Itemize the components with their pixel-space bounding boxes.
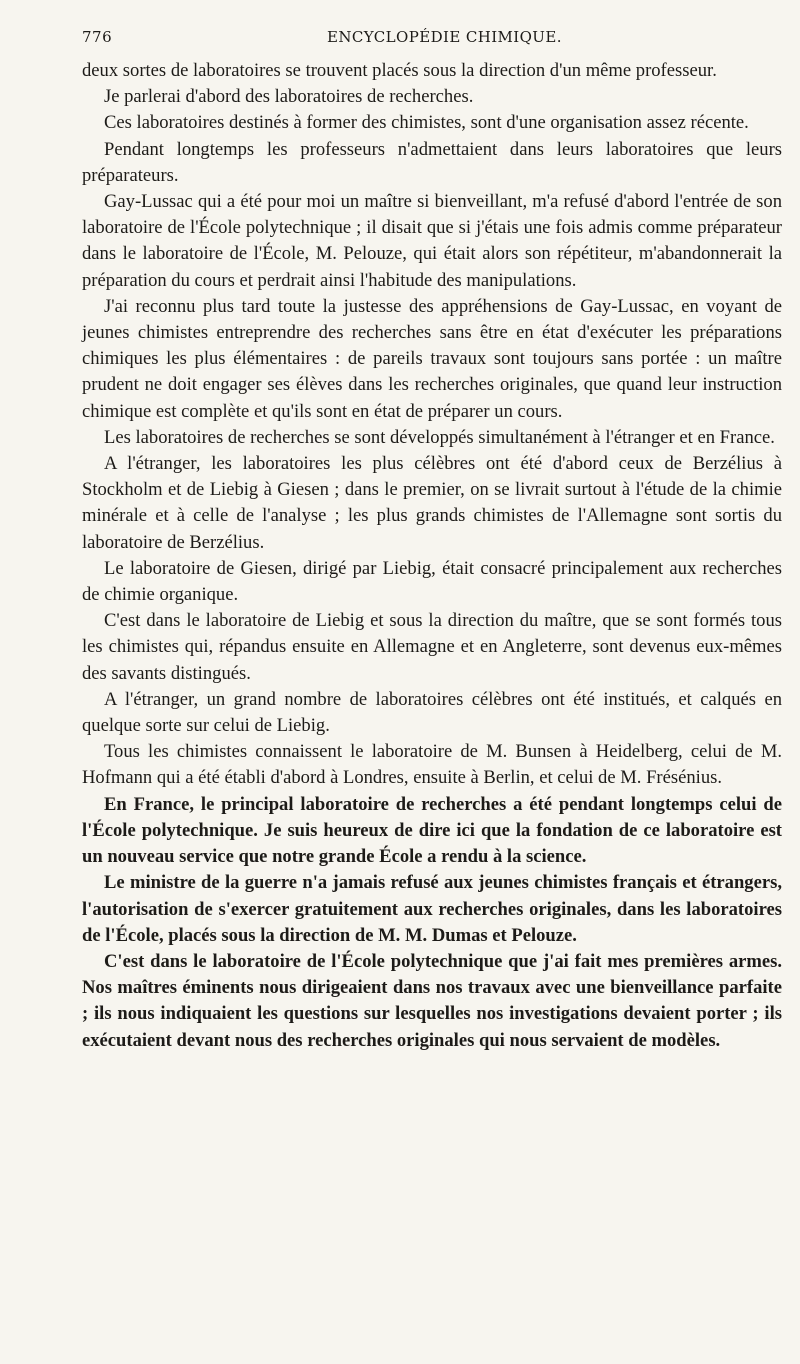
paragraph: Le laboratoire de Giesen, dirigé par Liebig, était consacré principalement aux recherches de chimie organique.	[82, 557, 782, 606]
running-head	[82, 28, 782, 56]
paragraph: Le ministre de la guerre n'a jamais refusé aux jeunes chimistes français et étrangers, l'autorisation de s'exercer gratuitement aux recherches originales, dans les laboratoires de l'École, placés sous la direction de M. M. Dumas et Pelouze.	[82, 872, 782, 946]
paragraph: C'est dans le laboratoire de l'École polytechnique que j'ai fait mes premières armes. Nos maîtres éminents nous dirigeaient dans nos travaux avec une bienveillance parfaite ; ils nous indiquaient les questions sur lesquelles nos investigations devaient porter ; ils exécutaient devant nous des recherches originales qui nous servaient de modèles.	[82, 950, 782, 1051]
paragraph: Gay-Lussac qui a été pour moi un maître si bienveillant, m'a refusé d'abord l'entrée de son laboratoire de l'École polytechnique ; il disait que si j'étais une fois admis comme préparateur dans le laboratoire de l'École, M. Pelouze, qui était alors son répétiteur, m'abandonnerait la préparation du cours et perdrait ainsi l'habitude des manipulations.	[82, 191, 782, 291]
paragraph: Tous les chimistes connaissent le laboratoire de M. Bunsen à Heidelberg, celui de M. Hofmann qui a été établi d'abord à Londres, ensuite à Berlin, et celui de M. Frésénius.	[82, 741, 782, 789]
paragraph: deux sortes de laboratoires se trouvent placés sous la direction d'un même professeur.	[82, 60, 717, 81]
paragraph: Je parlerai d'abord des laboratoires de recherches.	[104, 86, 474, 108]
paragraph: C'est dans le laboratoire de Liebig et sous la direction du maître, que se sont formés tous les chimistes qui, répandus ensuite en Allemagne et en Angleterre, sont devenus eux-mêmes des savants distingués.	[82, 610, 782, 684]
body-text	[82, 58, 782, 1054]
paragraph: A l'étranger, les laboratoires les plus célèbres ont été d'abord ceux de Berzélius à Stockholm et de Liebig à Giesen ; dans le premier, on se livrait surtout à l'étude de la chimie minérale et à celle de l'analyse ; les plus grands chimistes de l'Allemagne sont sortis du laboratoire de Berzélius.	[82, 453, 782, 553]
paragraph: En France, le principal laboratoire de recherches a été pendant longtemps celui de l'École polytechnique. Je suis heureux de dire ici que la fondation de ce laboratoire est un nouveau service que notre grande École a rendu à la science.	[82, 793, 782, 868]
paragraph: Les laboratoires de recherches se sont développés simultanément à l'étranger et en France.	[104, 426, 775, 448]
page-number: 776	[82, 28, 113, 46]
paragraph: J'ai reconnu plus tard toute la justesse des appréhensions de Gay-Lussac, en voyant de jeunes chimistes entreprendre des recherches sans être en état d'exécuter les préparations chimiques les plus élémentaires : de pareils travaux sont toujours sans portée : un maître prudent ne doit engager ses élèves dans les recherches originales, que quand leur instruction chimique est complète et qu'ils sont en état de préparer un cours.	[82, 295, 782, 422]
running-title: ENCYCLOPÉDIE CHIMIQUE.	[327, 28, 562, 46]
paragraph: Ces laboratoires destinés à former des chimistes, sont d'une organisation assez récente.	[104, 112, 749, 134]
paragraph: Pendant longtemps les professeurs n'admettaient dans leurs laboratoires que leurs préparateurs.	[82, 138, 782, 186]
paragraph: A l'étranger, un grand nombre de laboratoires célèbres ont été institués, et calqués en quelque sorte sur celui de Liebig.	[82, 688, 782, 737]
